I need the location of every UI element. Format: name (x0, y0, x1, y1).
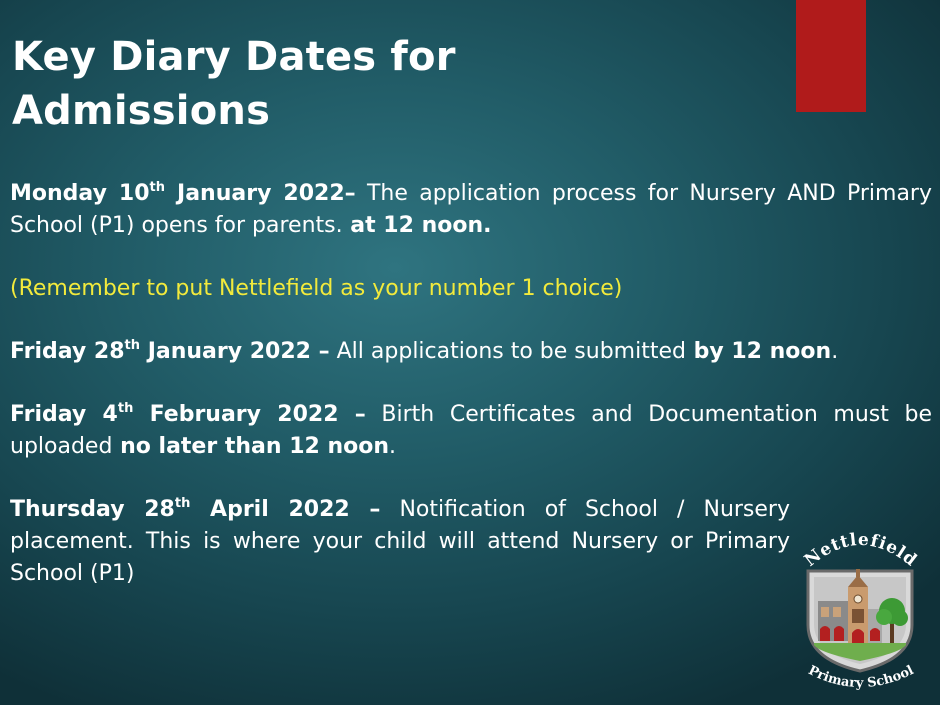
slide-title (12, 30, 456, 138)
slide-title-line-2: Admissions (12, 88, 271, 134)
slide-title-line-1: Key Diary Dates for (12, 34, 456, 80)
entry-deadline: by 12 noon (685, 339, 832, 364)
entry-text: All applications to be submitted (329, 339, 686, 364)
diary-entry-friday-28-january: Friday 28th January 2022 – All applications to be submitted by 12 noon. (10, 338, 839, 364)
entry-text: Birth Certificates and Documentation must be uploaded (10, 402, 933, 459)
entry-date: Friday 28th January 2022 – (10, 338, 330, 364)
entry-deadline: no later than 12 noon (112, 434, 390, 459)
svg-text:Primary School: Primary School (805, 663, 917, 692)
diary-entry-monday-10-january (10, 178, 932, 242)
entry-date: Thursday 28th April 2022 – (10, 496, 381, 522)
entry-deadline: at 12 noon. (342, 213, 492, 238)
school-logo (790, 525, 930, 700)
svg-text:Nettlefield: Nettlefield (800, 529, 921, 571)
decorative-red-bar (796, 0, 866, 112)
diary-entry-friday-4-february: Friday 4th February 2022 – Birth Certificates and Documentation must be uploaded no later than 12 noon. (10, 401, 933, 459)
entry-date: Friday 4th February 2022 – (10, 401, 366, 427)
diary-entry-thursday-28-april (10, 494, 790, 590)
entry-text: The application process for Nursery AND Primary School (P1) opens for parents. (10, 181, 933, 238)
entry-text: Notification of School / Nursery placement. This is where your child will attend Nursery or Primary School (P1) (10, 497, 790, 586)
entry-date: Monday 10th January 2022– (10, 180, 356, 206)
reminder-note: (Remember to put Nettlefield as your number 1 choice) (10, 276, 623, 301)
